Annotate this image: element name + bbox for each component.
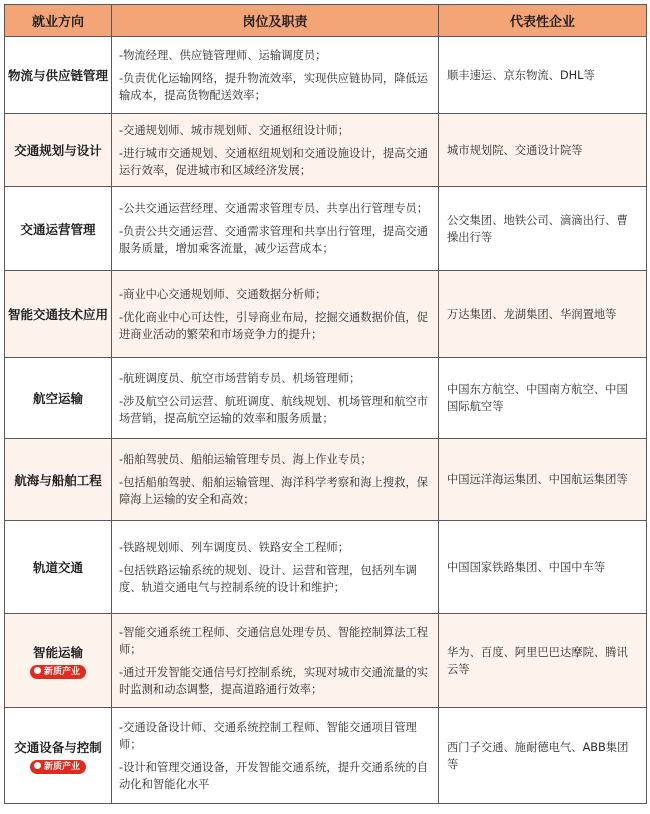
duty-roles: -商业中心交通规划师、交通数据分析师； [119, 287, 327, 301]
header-companies: 代表性企业 [439, 5, 647, 37]
table-row [5, 114, 647, 187]
table-row [5, 271, 647, 358]
direction-name: 航海与船舶工程 [14, 472, 102, 488]
table-header-row [5, 5, 647, 37]
duty-description: -涉及航空公司运营、航班调度、航线规划、机场管理和航空市场营销，提高航空运输的效率和服务质量； [119, 394, 429, 425]
companies-cell: 公交集团、地铁公司、滴滴出行、曹操出行等 [439, 187, 647, 271]
table-row [5, 614, 647, 708]
new-industry-badge [30, 665, 86, 679]
companies-cell: 城市规划院、交通设计院等 [439, 114, 647, 187]
direction-name: 交通设备与控制 [14, 739, 102, 755]
table-row [5, 521, 647, 614]
duty-roles: -智能交通系统工程师、交通信息处理专员、智能控制算法工程师； [119, 625, 429, 656]
career-table-container [4, 4, 646, 804]
duty-description: -负责公共交通运营、交通需求管理和共享出行管理，提高交通服务质量，增加乘客流量，减少运营成本； [119, 225, 429, 255]
direction-name: 智能交通技术应用 [8, 307, 109, 322]
duty-description: -进行城市交通规划、交通枢纽规划和交通设施设计，提高交通运行效率，促进城市和区域经济发展； [119, 146, 429, 177]
direction-cell [5, 708, 112, 804]
companies-cell: 中国东方航空、中国南方航空、中国国际航空等 [439, 358, 647, 439]
duty-roles: -船舶驾驶员、船舶运输管理专员、海上作业专员； [119, 453, 372, 466]
companies-cell: 顺丰速运、京东物流、DHL等 [439, 37, 647, 114]
companies-cell: 西门子交通、施耐德电气、ABB集团等 [439, 708, 647, 804]
table-row [5, 439, 647, 521]
direction-cell [5, 37, 112, 114]
direction-name: 交通运营管理 [20, 221, 96, 237]
duty-roles: -交通设备设计师、交通系统控制工程师、智能交通项目管理师； [119, 720, 417, 751]
duty-description: -优化商业中心可达性，引导商业布局，挖掘交通数据价值，促进商业活动的繁荣和市场竞争力的提升； [119, 310, 429, 341]
direction-name: 轨道交通 [32, 560, 83, 575]
direction-name: 交通规划与设计 [14, 143, 102, 158]
duty-roles: -交通规划师、城市规划师、交通枢纽设计师； [119, 123, 350, 137]
duty-roles: -公共交通运营经理、交通需求管理专员、共享出行管理专员； [119, 202, 429, 215]
new-industry-badge [30, 760, 86, 774]
table-row [5, 37, 647, 114]
duties-cell [112, 708, 439, 804]
badge-dot-icon [34, 667, 41, 674]
direction-cell [5, 439, 112, 521]
duties-cell [112, 521, 439, 614]
duty-roles: -物流经理、供应链管理师、运输调度员； [119, 48, 327, 62]
companies-cell: 万达集团、龙湖集团、华润置地等 [439, 271, 647, 358]
companies-cell: 华为、百度、阿里巴巴达摩院、腾讯云等 [439, 614, 647, 708]
duty-roles: -航班调度员、航空市场营销专员、机场管理师； [119, 371, 361, 385]
direction-name: 智能运输 [32, 644, 83, 660]
direction-name: 航空运输 [32, 391, 83, 406]
companies-cell: 中国国家铁路集团、中国中车等 [439, 521, 647, 614]
duties-cell [112, 114, 439, 187]
table-row [5, 187, 647, 271]
duties-cell [112, 439, 439, 521]
duties-cell [112, 187, 439, 271]
badge-label: 新质产业 [43, 666, 80, 677]
duty-description: -通过开发智能交通信号灯控制系统，实现对城市交通流量的实时监测和动态调整，提高道路通行效率； [119, 665, 429, 696]
header-duties: 岗位及职责 [112, 5, 439, 37]
duties-cell [112, 358, 439, 439]
duties-cell [112, 271, 439, 358]
duties-cell [112, 614, 439, 708]
companies-cell: 中国远洋海运集团、中国航运集团等 [439, 439, 647, 521]
duty-description: -负责优化运输网络，提升物流效率，实现供应链协同，降低运输成本，提高货物配送效率； [119, 71, 429, 102]
direction-cell [5, 521, 112, 614]
badge-label: 新质产业 [43, 761, 80, 772]
table-row [5, 708, 647, 804]
duty-description: -设计和管理交通设备，开发智能交通系统，提升交通系统的自动化和智能化水平 [119, 760, 429, 791]
direction-cell [5, 614, 112, 708]
table-row [5, 358, 647, 439]
duty-roles: -铁路规划师、列车调度员、铁路安全工程师； [119, 540, 350, 554]
duty-description: -包括船舶驾驶、船舶运输管理、海洋科学考察和海上搜救，保障海上运输的安全和高效； [119, 476, 429, 506]
direction-name: 物流与供应链管理 [8, 68, 109, 83]
direction-cell [5, 114, 112, 187]
direction-cell [5, 187, 112, 271]
duties-cell [112, 37, 439, 114]
duty-description: -包括铁路运输系统的规划、设计、运营和管理，包括列车调度、轨道交通电气与控制系统的设计和维护； [119, 563, 417, 594]
badge-dot-icon [34, 762, 41, 769]
direction-cell [5, 271, 112, 358]
header-direction: 就业方向 [5, 5, 112, 37]
career-table [4, 4, 647, 804]
direction-cell [5, 358, 112, 439]
